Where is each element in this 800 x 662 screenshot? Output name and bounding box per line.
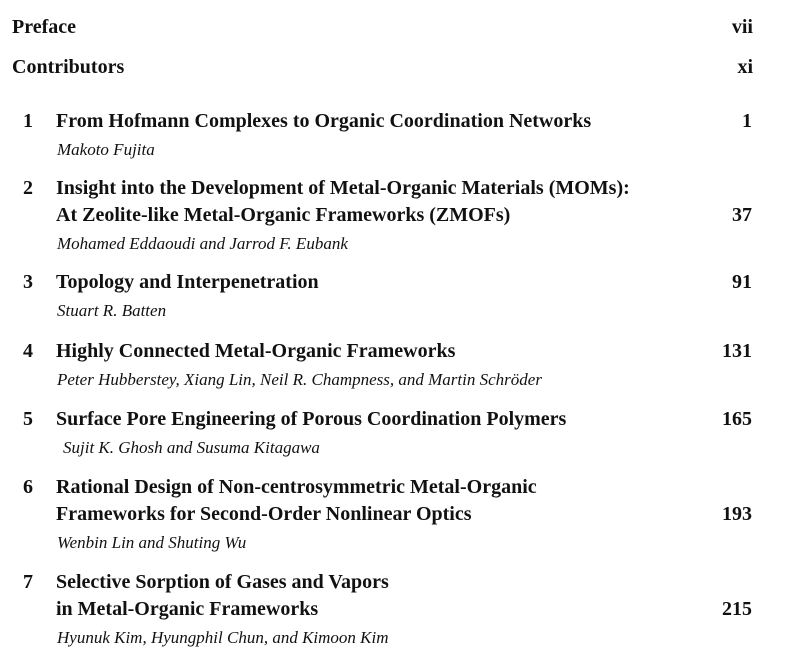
chapter-number: 1 <box>23 110 33 132</box>
page-number: 215 <box>722 598 752 620</box>
chapter-title-line-1: Selective Sorption of Gases and Vapors <box>56 571 389 593</box>
page-number: 165 <box>722 408 752 430</box>
chapter-title-line-1: Insight into the Development of Metal-Organic Materials (MOMs): <box>56 177 630 199</box>
chapter-number: 6 <box>23 476 33 498</box>
page-number: 193 <box>722 503 752 525</box>
page-number: 91 <box>732 271 752 293</box>
chapter-title-line-2: At Zeolite-like Metal-Organic Frameworks (ZMOFs) <box>56 204 511 226</box>
chapter-title: Topology and Interpenetration <box>56 271 319 293</box>
chapter-number: 7 <box>23 571 33 593</box>
chapter-number: 3 <box>23 271 33 293</box>
chapter-number: 2 <box>23 177 33 199</box>
chapter-authors: Sujit K. Ghosh and Susuma Kitagawa <box>63 438 320 457</box>
chapter-title-line-2: in Metal-Organic Frameworks <box>56 598 319 620</box>
page-number: 37 <box>732 204 752 226</box>
chapter-number: 5 <box>23 408 33 430</box>
chapter-title-line-1: Rational Design of Non-centrosymmetric Metal-Organic <box>56 476 537 498</box>
chapter-number: 4 <box>23 340 33 362</box>
chapter-title: Surface Pore Engineering of Porous Coordination Polymers <box>56 408 567 430</box>
chapter-authors: Makoto Fujita <box>57 140 155 159</box>
chapter-title-line-2: Frameworks for Second-Order Nonlinear Optics <box>56 503 472 525</box>
chapter-authors: Peter Hubberstey, Xiang Lin, Neil R. Champness, and Martin Schröder <box>57 370 542 389</box>
chapter-authors: Hyunuk Kim, Hyungphil Chun, and Kimoon Kim <box>57 628 389 647</box>
chapter-authors: Wenbin Lin and Shuting Wu <box>57 533 247 552</box>
front-matter-label: Contributors <box>12 56 125 78</box>
chapter-title: Highly Connected Metal-Organic Frameworks <box>56 340 456 362</box>
page-number: 131 <box>722 340 752 362</box>
chapter-title: From Hofmann Complexes to Organic Coordination Networks <box>56 110 592 132</box>
page-number: xi <box>737 56 753 78</box>
page-number: vii <box>731 16 753 38</box>
page-number: 1 <box>742 110 752 132</box>
chapter-authors: Mohamed Eddaoudi and Jarrod F. Eubank <box>57 234 348 253</box>
front-matter-label: Preface <box>12 16 77 38</box>
chapter-authors: Stuart R. Batten <box>57 301 167 320</box>
